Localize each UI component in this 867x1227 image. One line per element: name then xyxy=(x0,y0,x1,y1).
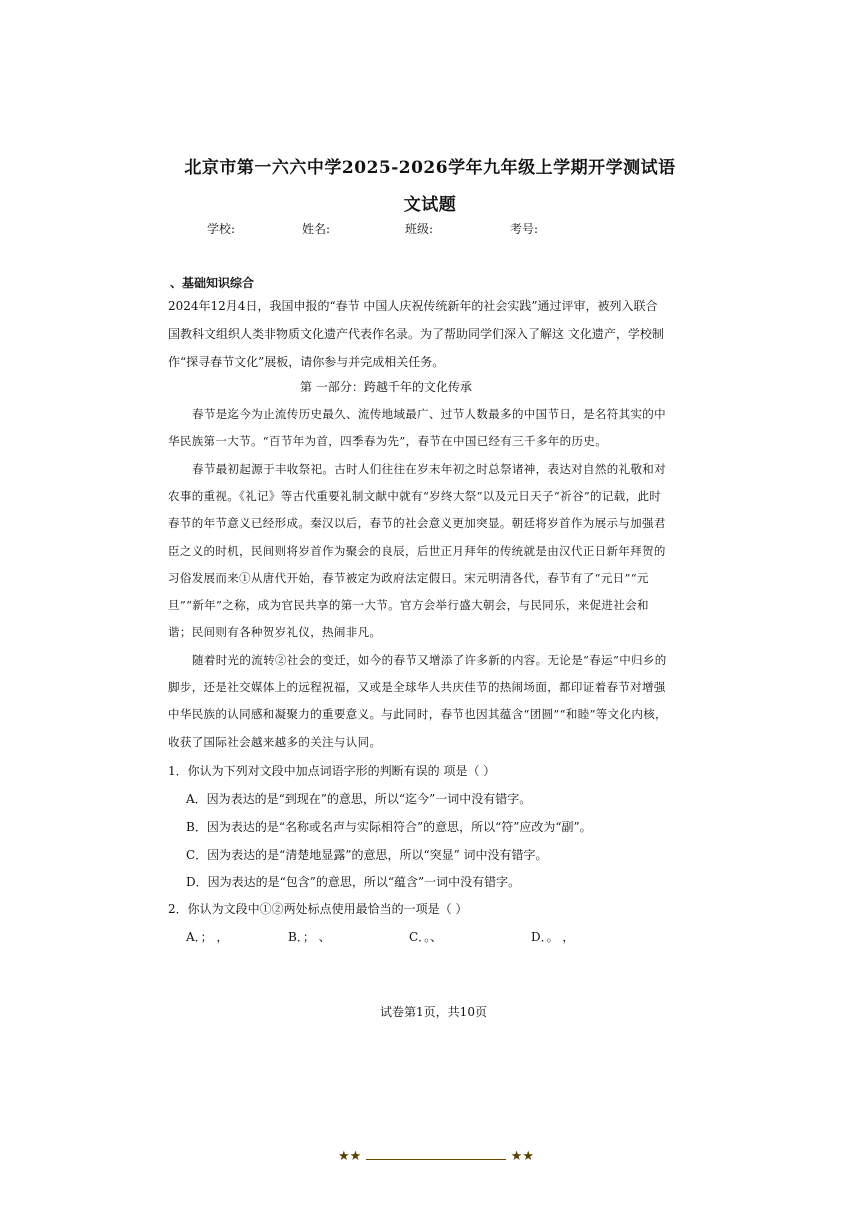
footer-decoration xyxy=(338,1149,534,1169)
passage-paragraph-1-text: 春节是迄今为止流传历史最久、流传地域最广、过节人数最多的中国节日，是名符其实的中华民族第一大节。“百节年为首，四季春为先”，春节在中国已经有三千多年的历史。 xyxy=(168,407,666,449)
part-title: 第 一部分：跨越千年的文化传承 xyxy=(300,380,472,394)
q2-option-a: A．； ， xyxy=(186,930,229,944)
exam-number-field: 考号: xyxy=(510,222,539,236)
section-heading: 、基础知识综合 xyxy=(170,276,255,290)
class-field: 班级: xyxy=(405,222,434,236)
question-1: 1．你认为下列对文段中加点词语字形的判断有误的 项是（ ） xyxy=(168,764,496,778)
q2-option-c: C．。、 xyxy=(409,930,443,944)
stars-right-icon: ★★ xyxy=(510,1149,534,1164)
passage-paragraph-2-text: 春节最初起源于丰收祭祀。古时人们往往在岁末年初之时总祭诸神，表达对自然的礼敬和对农事的重视。《礼记》等古代重要礼制文献中就有“岁终大祭”以及元日天子“祈谷”的记载，此时春节的年节意义已经形成。秦汉以后，春节的社会意义更加突显。朝廷将岁首作为展示与加强君臣之义的时机，民间则将岁首作为聚会的良辰，后世正月拜年的传统就是由汉代正日新年拜贺的习俗发展而来①从唐代开始，春节被定为政府法定假日。宋元明清各代，春节有了“元日”“元旦”“新年”之称，成为官民共享的第一大节。官方会举行盛大朝会，与民同乐，来促进社会和谐；民间则有各种贺岁礼仪，热闹非凡。 xyxy=(168,462,666,640)
q1-option-b: B．因为表达的是“名称或名声与实际相符合”的意思，所以“符”应改为“副”。 xyxy=(186,820,592,834)
passage-paragraph-3 xyxy=(168,647,668,756)
exam-title-line1: 北京市第一六六中学2025-2026学年九年级上学期开学测试语 xyxy=(184,158,676,178)
decoration-line xyxy=(366,1159,506,1160)
school-field: 学校: xyxy=(207,222,236,236)
passage-paragraph-3-text: 随着时光的流转②社会的变迁，如今的春节又增添了许多新的内容。无论是“春运”中归乡的脚步，还是社交媒体上的远程祝福，又或是全球华人共庆佳节的热闹场面，都印证着春节对增强中华民族的认同感和凝聚力的重要意义。与此同时，春节也因其蕴含“团圆”“和睦”等文化内核，收获了国际社会越来越多的关注与认同。 xyxy=(168,653,667,749)
stars-left-icon: ★★ xyxy=(338,1149,362,1164)
question-2: 2．你认为文段中①②两处标点使用最恰当的一项是（ ） xyxy=(168,902,468,916)
q1-option-c: C．因为表达的是“清楚地显露”的意思，所以“突显” 词中没有错字。 xyxy=(186,848,548,862)
name-field: 姓名: xyxy=(302,222,331,236)
q2-option-b: B．； 、 xyxy=(288,930,331,944)
passage-paragraph-2 xyxy=(168,456,668,646)
page-number: 试卷第1页，共10页 xyxy=(380,1005,487,1019)
q1-option-d: D．因为表达的是“包含”的意思，所以“蕴含”一词中没有错字。 xyxy=(186,875,521,889)
q2-option-d: D．。 ， xyxy=(531,930,575,944)
q1-option-a: A．因为表达的是“到现在”的意思，所以“迄今”一词中没有错字。 xyxy=(186,792,532,806)
passage-paragraph-1 xyxy=(168,401,668,455)
section-intro: 2024年12月4日，我国申报的“春节 中国人庆祝传统新年的社会实践”通过评审，被列入联合国教科文组织人类非物质文化遗产代表作名录。为了帮助同学们深入了解这 文化遗产，学校制作“探寻春节文化”展板，请你参与并完成相关任务。 xyxy=(168,299,664,369)
exam-title-line2: 文试题 xyxy=(403,195,457,215)
